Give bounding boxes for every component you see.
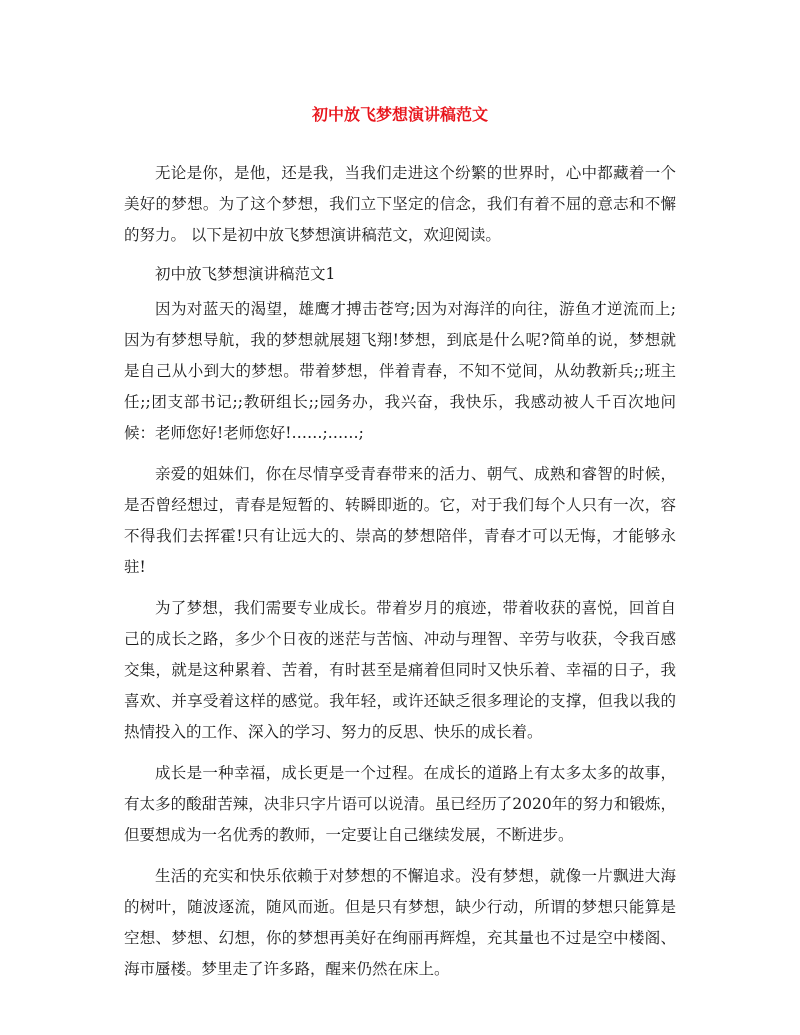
- section-heading: 初中放飞梦想演讲稿范文1: [155, 265, 336, 283]
- paragraph-4: 成长是一种幸福，成长更是一个过程。在成长的道路上有太多太多的故事，有太多的酸甜苦辣，决非只字片语可以说清。虽已经历了2020年的努力和锻炼，但要想成为一名优秀的教师，一定要让自己继续发展，不断进步。: [124, 764, 676, 844]
- document-body: [124, 158, 676, 995]
- paragraph-intro: 无论是你，是他，还是我，当我们走进这个纷繁的世界时，心中都藏着一个美好的梦想。为了这个梦想，我们立下坚定的信念，我们有着不屈的意志和不懈的努力。 以下是初中放飞梦想演讲稿范文，欢迎阅读。: [124, 164, 676, 244]
- paragraph-5: 生活的充实和快乐依赖于对梦想的不懈追求。没有梦想，就像一片飘进大海的树叶，随波逐流，随风而逝。但是只有梦想，缺少行动，所谓的梦想只能算是空想、梦想、幻想，你的梦想再美好在绚丽再辉煌，充其量也不过是空中楼阁、海市蜃楼。梦里走了许多路，醒来仍然在床上。: [124, 867, 676, 978]
- paragraph-1: 因为对蓝天的渴望，雄鹰才搏击苍穹;因为对海洋的向往，游鱼才逆流而上;因为有梦想导航，我的梦想就展翅飞翔!梦想，到底是什么呢?简单的说，梦想就是自己从小到大的梦想。带着梦想，伴着青春，不知不觉间，从幼教新兵;;班主任;;团支部书记;;教研组长;;园务办，我兴奋，我快乐，我感动被人千百次地问候：老师您好!老师您好!……;……;: [124, 300, 676, 442]
- document-title: 初中放飞梦想演讲稿范文: [311, 105, 488, 124]
- paragraph-2: 亲爱的姐妹们，你在尽情享受青春带来的活力、朝气、成熟和睿智的时候，是否曾经想过，青春是短暂的、转瞬即逝的。它，对于我们每个人只有一次，容不得我们去挥霍!只有让远大的、崇高的梦想陪伴，青春才可以无悔，才能够永驻!: [124, 465, 676, 576]
- paragraph-3: 为了梦想，我们需要专业成长。带着岁月的痕迹，带着收获的喜悦，回首自己的成长之路，多少个日夜的迷茫与苦恼、冲动与理智、辛劳与收获，令我百感交集，就是这种累着、苦着，有时甚至是痛着但同时又快乐着、幸福的日子，我喜欢、并享受着这样的感觉。我年轻，或许还缺乏很多理论的支撑，但我以我的热情投入的工作、深入的学习、努力的反思、快乐的成长着。: [124, 599, 676, 741]
